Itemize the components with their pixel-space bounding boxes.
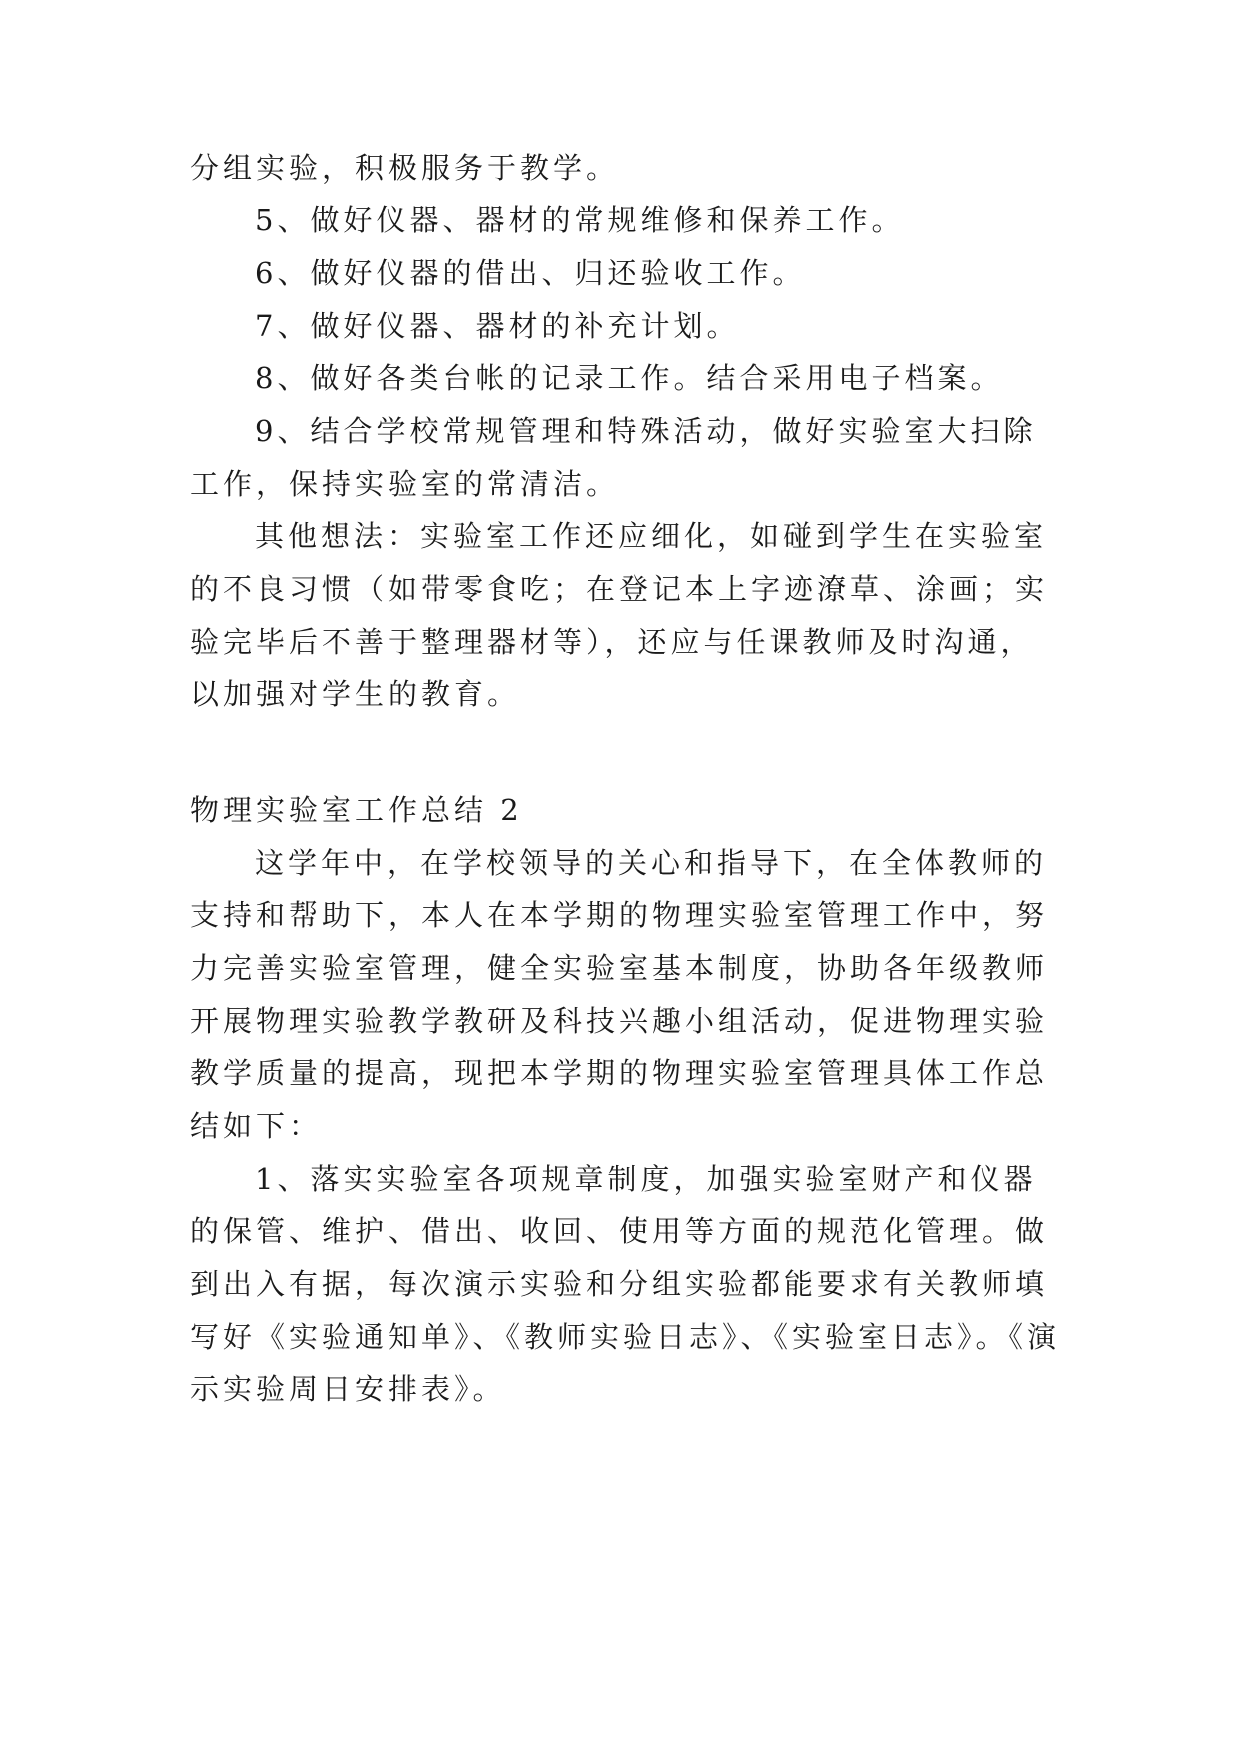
paragraph-line: 的保管、维护、借出、收回、使用等方面的规范化管理。做 <box>190 1214 1049 1248</box>
paragraph-line: 工作，保持实验室的常清洁。 <box>190 467 620 501</box>
list-item-6: 6、做好仪器的借出、归还验收工作。 <box>255 256 806 290</box>
list-item-5: 5、做好仪器、器材的常规维修和保养工作。 <box>255 203 905 237</box>
section-title: 物理实验室工作总结 2 <box>190 793 523 827</box>
list-item-1: 1、落实实验室各项规章制度，加强实验室财产和仪器 <box>255 1162 1037 1196</box>
paragraph-line: 到出入有据，每次演示实验和分组实验都能要求有关教师填 <box>190 1267 1049 1301</box>
paragraph-line: 其他想法：实验室工作还应细化，如碰到学生在实验室 <box>255 519 1048 553</box>
paragraph-line: 示实验周日安排表》。 <box>190 1372 506 1406</box>
paragraph-line: 的不良习惯（如带零食吃；在登记本上字迹潦草、涂画；实 <box>190 572 1049 606</box>
list-item-9: 9、结合学校常规管理和特殊活动，做好实验室大扫除 <box>255 414 1037 448</box>
paragraph-line: 支持和帮助下，本人在本学期的物理实验室管理工作中，努 <box>190 898 1049 932</box>
paragraph-line: 力完善实验室管理，健全实验室基本制度，协助各年级教师 <box>190 951 1049 985</box>
paragraph-line: 验完毕后不善于整理器材等），还应与任课教师及时沟通， <box>190 625 1034 659</box>
paragraph-line: 分组实验，积极服务于教学。 <box>190 151 620 185</box>
list-item-7: 7、做好仪器、器材的补充计划。 <box>255 309 740 343</box>
paragraph-line: 教学质量的提高，现把本学期的物理实验室管理具体工作总 <box>190 1056 1049 1090</box>
paragraph-line: 这学年中，在学校领导的关心和指导下，在全体教师的 <box>255 846 1048 880</box>
paragraph-line: 结如下： <box>190 1109 323 1143</box>
paragraph-line: 开展物理实验教学教研及科技兴趣小组活动，促进物理实验 <box>190 1004 1049 1038</box>
list-item-8: 8、做好各类台帐的记录工作。结合采用电子档案。 <box>255 361 1004 395</box>
paragraph-line: 以加强对学生的教育。 <box>190 677 521 711</box>
paragraph-line: 写好《实验通知单》、《教师实验日志》、《实验室日志》。《演 <box>190 1320 1061 1354</box>
